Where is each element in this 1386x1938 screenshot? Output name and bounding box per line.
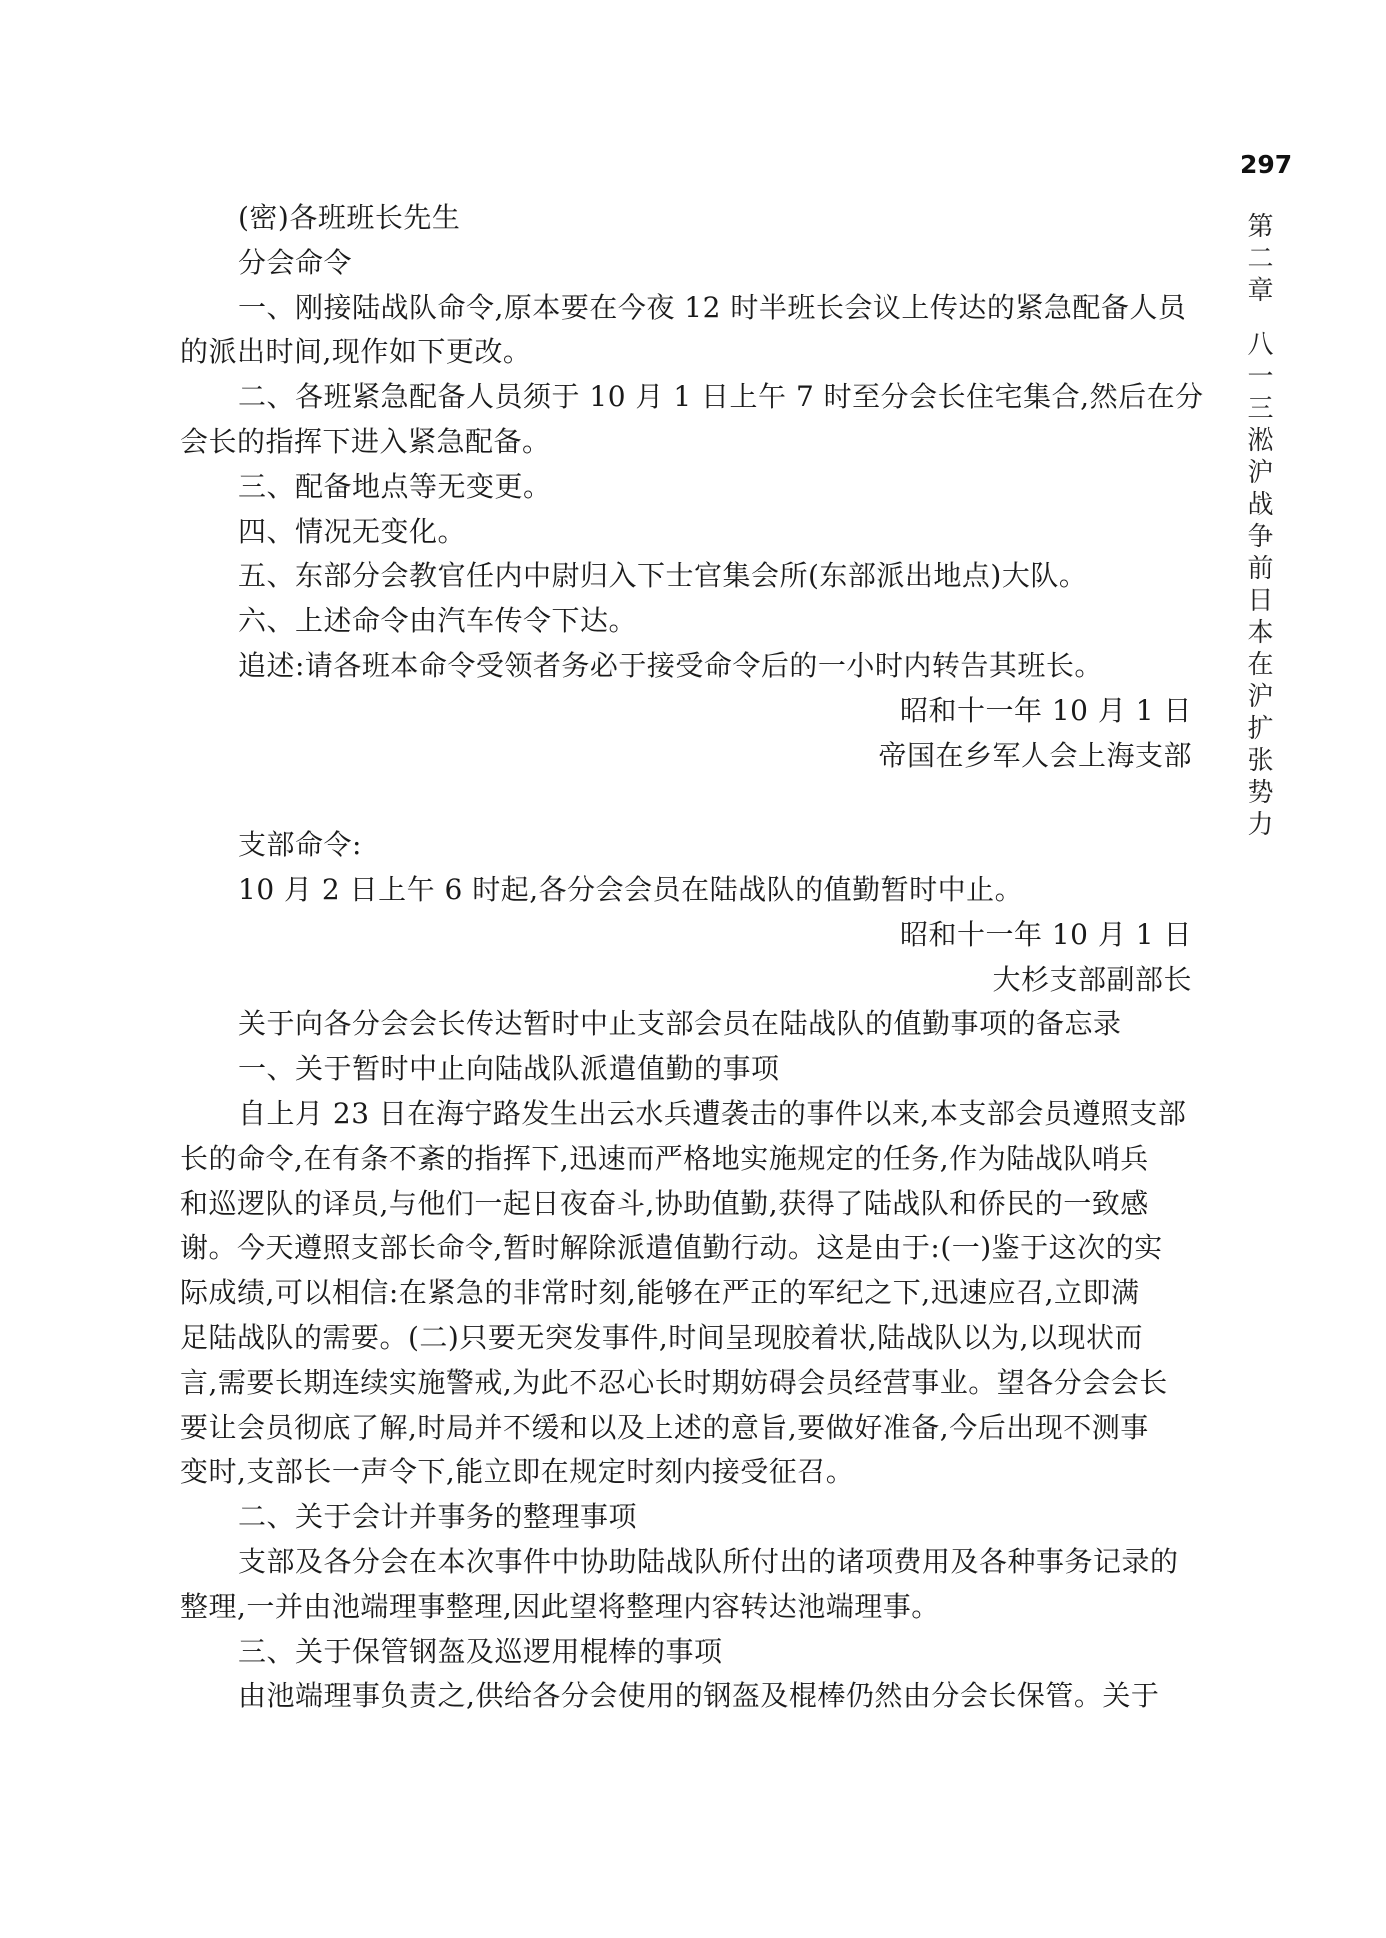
text-line: 自上月 23 日在海宁路发生出云水兵遭袭击的事件以来,本支部会员遵照支部 (238, 1096, 1187, 1130)
text-line: 际成绩,可以相信:在紧急的非常时刻,能够在严正的军纪之下,迅速应召,立即满 (180, 1276, 1140, 1310)
signature-line: 帝国在乡军人会上海支部 (878, 738, 1192, 772)
text-line: 谢。今天遵照支部长命令,暂时解除派遣值勤行动。这是由于:(一)鉴于这次的实 (180, 1231, 1163, 1265)
text-line: 追述:请各班本命令受领者务必于接受命令后的一小时内转告其班长。 (238, 648, 1103, 682)
text-line: 变时,支部长一声令下,能立即在规定时刻内接受征召。 (180, 1455, 855, 1489)
signature-line: 大杉支部副部长 (992, 962, 1192, 996)
text-line: 二、关于会计并事务的整理事项 (238, 1500, 638, 1534)
text-line: 六、上述命令由汽车传令下达。 (238, 604, 638, 638)
signature-line: 昭和十一年 10 月 1 日 (899, 693, 1192, 727)
text-line: 支部命令: (238, 828, 362, 862)
text-line: 分会命令 (238, 245, 353, 279)
blank-line (180, 778, 1192, 823)
text-line: 足陆战队的需要。(二)只要无突发事件,时间呈现胶着状,陆战队以为,以现状而 (180, 1320, 1144, 1354)
text-line: 的派出时间,现作如下更改。 (180, 335, 532, 369)
text-line: 10 月 2 日上午 6 时起,各分会会员在陆战队的值勤暂时中止。 (238, 872, 1024, 906)
text-line: 由池端理事负责之,供给各分会使用的钢盔及棍棒仍然由分会长保管。关于 (238, 1679, 1160, 1713)
text-line: 支部及各分会在本次事件中协助陆战队所付出的诸项费用及各种事务记录的 (238, 1544, 1179, 1578)
text-line: 言,需要长期连续实施警戒,为此不忍心长时期妨碍会员经营事业。望各分会会长 (180, 1365, 1168, 1399)
text-line: 关于向各分会会长传达暂时中止支部会员在陆战队的值勤事项的备忘录 (238, 1007, 1122, 1041)
text-line: (密)各班班长先生 (238, 201, 461, 234)
text-line: 四、情况无变化。 (238, 514, 467, 548)
text-line: 五、东部分会教官任内中尉归入下士官集会所(东部派出地点)大队。 (238, 559, 1088, 593)
text-line: 要让会员彻底了解,时局并不缓和以及上述的意旨,要做好准备,今后出现不测事 (180, 1410, 1149, 1444)
document-body (180, 196, 1204, 1719)
text-line: 三、配备地点等无变更。 (238, 469, 552, 503)
page-number: 297 (1240, 150, 1293, 179)
text-line: 三、关于保管钢盔及巡逻用棍棒的事项 (238, 1634, 723, 1668)
text-line: 和巡逻队的译员,与他们一起日夜奋斗,协助值勤,获得了陆战队和侨民的一致感 (180, 1186, 1149, 1220)
running-head (1243, 212, 1273, 842)
text-line: 整理,一并由池端理事整理,因此望将整理内容转达池端理事。 (180, 1589, 940, 1623)
text-line: 会长的指挥下进入紧急配备。 (180, 424, 551, 458)
text-line: 长的命令,在有条不紊的指挥下,迅速而严格地实施规定的任务,作为陆战队哨兵 (180, 1141, 1149, 1175)
text-line: 一、关于暂时中止向陆战队派遣值勤的事项 (238, 1052, 780, 1086)
running-head-chapter: 第二章 (1243, 212, 1273, 308)
text-line: 一、刚接陆战队命令,原本要在今夜 12 时半班长会议上传达的紧急配备人员 (238, 290, 1187, 324)
signature-line: 昭和十一年 10 月 1 日 (899, 917, 1192, 951)
text-line: 二、各班紧急配备人员须于 10 月 1 日上午 7 时至分会长住宅集合,然后在分 (238, 380, 1204, 414)
running-head-title: 八一三淞沪战争前日本在沪扩张势力 (1243, 330, 1273, 842)
